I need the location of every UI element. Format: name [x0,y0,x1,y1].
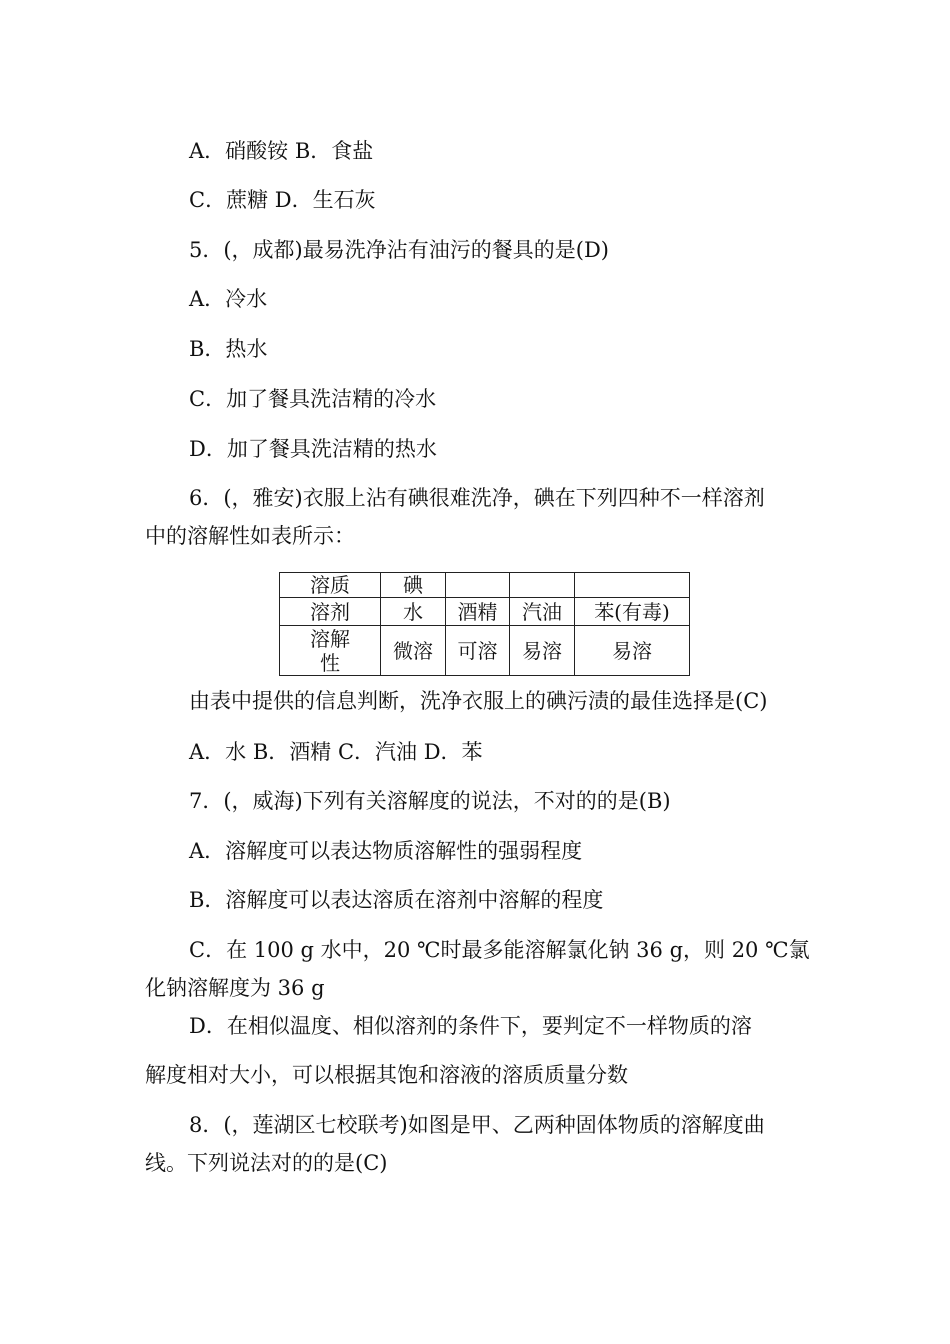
q7-option-b: B．溶解度可以表达溶质在溶剂中溶解的程度 [189,888,604,912]
table-cell: 易溶 [575,626,690,676]
table-cell: 水 [381,598,446,626]
q4-options-ab: A．硝酸铵 B．食盐 [189,139,374,163]
table-cell [446,573,510,598]
label-part-2: 性 [320,650,340,675]
q6-stem-line1: 6．(，雅安)衣服上沾有碘很难洗净，碘在下列四种不一样溶剂 [189,486,765,510]
q6-stem-line2: 中的溶解性如表所示： [145,524,355,548]
label-part-1: 溶解 [310,626,350,651]
table-cell: 溶剂 [280,598,381,626]
q5-option-b: B．热水 [189,337,268,361]
table-cell-label [280,626,381,676]
q4-options-cd: C．蔗糖 D．生石灰 [189,188,376,212]
table-cell: 微溶 [381,626,446,676]
q5-option-a: A．冷水 [189,287,268,311]
table-cell [510,573,575,598]
q6-options: A．水 B．酒精 C．汽油 D．苯 [189,740,483,764]
table-cell: 酒精 [446,598,510,626]
q5-option-d: D．加了餐具洗洁精的热水 [189,437,437,461]
table-row-solvent [280,598,690,626]
q8-stem-line2: 线。下列说法对的的是(C) [145,1151,388,1175]
q5-stem: 5．(，成都)最易洗净沾有油污的餐具的是(D) [189,238,609,262]
q7-option-d-line2: 解度相对大小，可以根据其饱和溶液的溶质质量分数 [145,1063,628,1087]
q7-option-c-line2: 化钠溶解度为 36 g [145,976,325,1000]
table-row-solute [280,573,690,598]
solubility-table [279,572,690,676]
q5-option-c: C．加了餐具洗洁精的冷水 [189,387,437,411]
table-cell: 溶质 [280,573,381,598]
q7-option-a: A．溶解度可以表达物质溶解性的强弱程度 [189,839,583,863]
table-cell: 易溶 [510,626,575,676]
table-cell [575,573,690,598]
q7-option-d-line1: D．在相似温度、相似溶剂的条件下，要判定不一样物质的溶 [189,1014,752,1038]
table-row-solubility [280,626,690,676]
q7-option-c-line1: C．在 100 g 水中，20 ℃时最多能溶解氯化钠 36 g，则 20 ℃氯 [189,938,810,962]
q6-after-table: 由表中提供的信息判断，洗净衣服上的碘污渍的最佳选择是(C) [189,689,768,713]
table-cell: 碘 [381,573,446,598]
q7-stem: 7．(，威海)下列有关溶解度的说法，不对的的是(B) [189,789,671,813]
table-cell: 汽油 [510,598,575,626]
q8-stem-line1: 8．(，莲湖区七校联考)如图是甲、乙两种固体物质的溶解度曲 [189,1113,765,1137]
table-cell: 苯(有毒) [575,598,690,626]
table-cell: 可溶 [446,626,510,676]
